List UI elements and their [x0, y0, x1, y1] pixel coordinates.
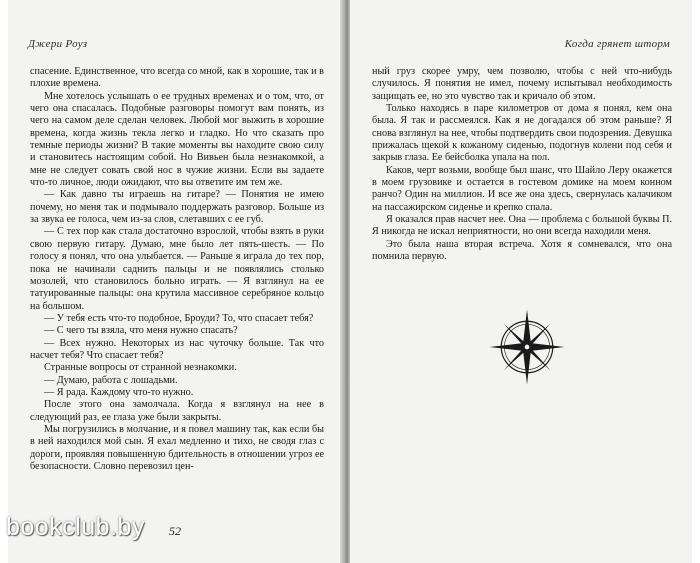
- right-page-text: [372, 66, 672, 264]
- paragraph: — Думаю, работа с лошадьми.: [44, 374, 178, 386]
- paragraph: — Всех нужно. Некоторых из нас чуточку больше. Так что насчет тебя? Что спасает тебя?: [30, 337, 324, 361]
- paragraph: Каков, черт возьми, вообще был шанс, что Шайло Леру окажется в моем грузовике и остается в гостевом домике на моем конном ранчо? Один на миллион. И все же она здесь, свернулась калачиком на пассажирском сиденье и крепко спала.: [372, 164, 672, 213]
- paragraph: — Как давно ты играешь на гитаре? — Понятия не имею почему, но меня так и подмывало поддержать разговор. Больше из за звука ее голоса, чем из-за слов, слетавших с ее губ.: [30, 189, 324, 226]
- author-running-header: Джери Роуз: [28, 38, 88, 50]
- compass-rose-icon: [488, 308, 566, 386]
- paragraph: Только находясь в паре километров от дома я понял, кем она была. Я так и рассмеялся. Как я не догадался об этом раньше? Я снова взглянул на нее, чтобы подтвердить свои подозрения. Девушка прижалась щекой к кожаному сиденью, подогнув колени под себя и закрыв глаза. Ее бейсболка упала на пол.: [372, 103, 672, 164]
- paragraph: Это была наша вторая встреча. Хотя я сомневался, что она помнила первую.: [372, 238, 672, 263]
- paragraph: Мы погрузились в молчание, и я повел машину так, как если бы в ней находился мой сын. Я ехал медленно и тихо, не сводя глаз с дороги, проявляя повышенную бдительность в отношении угроз ее безопасности. Словно перевозил цен-: [30, 423, 324, 472]
- paragraph: — С чего ты взяла, что меня нужно спасать?: [44, 325, 238, 337]
- right-page: [350, 0, 692, 563]
- site-watermark: bookclub.by: [6, 513, 145, 541]
- left-page-text: [30, 66, 324, 473]
- paragraph: Я оказался прав насчет нее. Она — проблема с большой буквы П. Я никогда не искал неприятности, но они всегда находили меня.: [372, 214, 672, 238]
- title-running-header: Когда грянет шторм: [564, 38, 670, 50]
- paragraph: Мне хотелось услышать о ее трудных временах и о том, что, от чего она спасалась. Подобные разговоры помогут вам понять, из чего на самом деле сделан человек. Любой мог выжить в хорошие времена, когда жизнь текла легко и гладко. Но что сказать про темные периоды жизни? В такие моменты вы находите свою силу и становитесь настоящим собой. Но Вивьен была незнакомкой, а мне не следует совать свой нос в чужие жизни. Если вы задаете что-то личное, люди ожидают, что вы ответите им тем же.: [30, 90, 324, 189]
- paragraph: спасение. Единственное, что всегда со мной, как в хорошие, так и в плохие времена.: [30, 66, 324, 90]
- paragraph: После этого она замолчала. Когда я взглянул на нее в следующий раз, ее глаза уже были закрыты.: [30, 399, 324, 423]
- paragraph: ный груз скорее умру, чем позволю, чтобы с ней что-нибудь случилось. Я понятия не имел, почему испытывал необходимость защищать ее, но это чувство так и кричало об этом.: [372, 66, 672, 102]
- page-number: 52: [169, 524, 181, 538]
- paragraph: — У тебя есть что-то подобное, Броуди? То, что спасает тебя?: [44, 312, 314, 324]
- paragraph: — Я рада. Каждому что-то нужно.: [44, 386, 194, 398]
- left-page: [8, 0, 342, 563]
- paragraph: — С тех пор как стала достаточно взрослой, чтобы взять в руки свою первую гитару. Думаю, мне было лет пять-шесть. — По голосу я понял, что она улыбается. — Раньше я играла до тех пор, пока не начинали саднить пальцы и не появлялись столько мозолей, что становилось больно играть. — Я взглянул на ее татуированные пальцы: она крутила массивное серебряное кольцо на большом.: [30, 226, 324, 312]
- paragraph: Странные вопросы от странной незнакомки.: [44, 362, 237, 374]
